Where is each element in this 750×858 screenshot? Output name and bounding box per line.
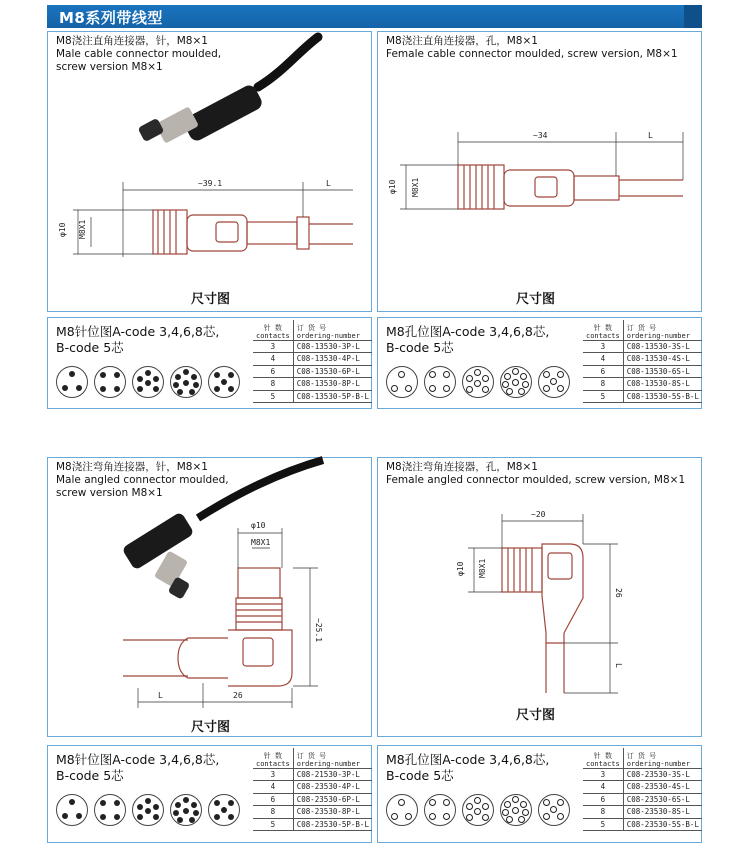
table-row: 4 C08-13530-4P-L <box>253 353 372 366</box>
pin-diagram-6 <box>132 794 164 826</box>
table-row: 3 C08-13530-3S-L <box>583 340 702 353</box>
table-row: 8 C08-13530-8P-L <box>253 378 372 391</box>
table-row: 8 C08-13530-8S-L <box>583 378 702 391</box>
table-row: 5 C08-13530-5S-B-L <box>583 390 702 403</box>
ordering-table <box>253 320 372 403</box>
caption-line: Male angled connector moulded, <box>56 474 229 486</box>
pin-diagrams <box>384 794 574 830</box>
dimension-title: 尺寸图 <box>516 292 556 307</box>
table-row: 3 C08-23530-3S-L <box>583 768 702 781</box>
dim-dia: φ10 <box>58 222 67 237</box>
section-title: M8系列带线型 <box>59 9 163 27</box>
female-straight-drawing <box>378 32 703 313</box>
table-row: 8 C08-23530-8P-L <box>253 806 372 819</box>
pinout-female-angled <box>377 745 702 843</box>
pin-diagram-5 <box>208 794 240 826</box>
pin-diagram-3 <box>56 366 88 398</box>
panel-male-angled <box>47 457 372 737</box>
table-row: 5 C08-13530-5P-B-L <box>253 390 372 403</box>
header-tab <box>684 5 702 28</box>
dim-thread: M8X1 <box>251 538 271 547</box>
pin-diagrams <box>54 794 244 830</box>
dim-height: ~25.1 <box>314 618 323 643</box>
col-contacts: 针 数 contacts <box>253 320 293 340</box>
dim-thread: M8X1 <box>478 558 487 578</box>
pin-diagram-4 <box>94 794 126 826</box>
table-row: 6 C08-23530-6S-L <box>583 793 702 806</box>
socket-diagram-5 <box>538 794 570 826</box>
pinout-title <box>386 752 549 784</box>
table-row: 6 C08-23530-6P-L <box>253 793 372 806</box>
panel-male-straight <box>47 31 372 312</box>
dimension-title: 尺寸图 <box>516 708 556 723</box>
dim-width: ~20 <box>531 510 546 519</box>
panel-female-straight <box>377 31 702 312</box>
dim-height: 26 <box>614 588 623 598</box>
caption-line: M8浇注直角连接器，针，M8×1 <box>56 35 208 47</box>
pinout-male-straight <box>47 317 372 409</box>
socket-diagram-3 <box>386 794 418 826</box>
ordering-table <box>253 748 372 831</box>
col-ordering: 订 货 号 ordering-number <box>293 320 372 340</box>
pinout-title-line: M8孔位图A-code 3,4,6,8芯, <box>386 324 550 339</box>
pinout-title-line: B-code 5芯 <box>386 340 454 355</box>
pin-diagram-3 <box>56 794 88 826</box>
dim-width: 26 <box>233 691 243 700</box>
pinout-title <box>386 324 549 356</box>
pinout-male-angled <box>47 745 372 843</box>
caption-line: M8浇注直角连接器，孔，M8×1 <box>386 35 538 47</box>
caption-line: M8浇注弯角连接器，孔，M8×1 <box>386 461 538 473</box>
caption-line: screw version M8×1 <box>56 487 163 499</box>
table-row: 4 C08-23530-4P-L <box>253 781 372 794</box>
caption-line: M8浇注弯角连接器，针，M8×1 <box>56 461 208 473</box>
col-contacts: 针 数 contacts <box>253 748 293 768</box>
dim-dia: φ10 <box>456 561 465 576</box>
table-row: 4 C08-23530-4S-L <box>583 781 702 794</box>
pinout-title <box>56 324 219 356</box>
ordering-table <box>583 320 702 403</box>
male-angled-drawing <box>48 458 373 738</box>
socket-diagram-4 <box>424 366 456 398</box>
table-row: 6 C08-13530-6P-L <box>253 365 372 378</box>
pin-diagram-6 <box>132 366 164 398</box>
col-ordering: 订 货 号 ordering-number <box>623 320 702 340</box>
caption-line: Female cable connector moulded, screw version, M8×1 <box>386 48 678 60</box>
table-row: 4 C08-13530-4S-L <box>583 353 702 366</box>
pinout-title-line: M8孔位图A-code 3,4,6,8芯, <box>386 752 550 767</box>
caption-line: screw version M8×1 <box>56 61 163 73</box>
socket-diagram-3 <box>386 366 418 398</box>
pinout-title <box>56 752 219 784</box>
socket-diagram-8 <box>500 794 532 826</box>
ordering-table <box>583 748 702 831</box>
pin-diagram-4 <box>94 366 126 398</box>
dim-dia: φ10 <box>251 521 266 530</box>
pin-diagrams <box>384 366 574 402</box>
pin-diagram-8 <box>170 366 202 398</box>
socket-diagram-4 <box>424 794 456 826</box>
table-row: 8 C08-23530-8S-L <box>583 806 702 819</box>
pinout-title-line: B-code 5芯 <box>386 768 454 783</box>
pin-diagrams <box>54 366 244 402</box>
dim-l: L <box>326 179 331 188</box>
pinout-title-line: B-code 5芯 <box>56 340 124 355</box>
dim-l: L <box>158 691 163 700</box>
dim-length: ~34 <box>533 131 548 140</box>
male-straight-photo <box>48 32 373 313</box>
dim-dia: φ10 <box>388 179 397 194</box>
pinout-title-line: B-code 5芯 <box>56 768 124 783</box>
dim-l: L <box>614 663 623 668</box>
col-contacts: 针 数 contacts <box>583 748 623 768</box>
pin-diagram-5 <box>208 366 240 398</box>
table-row: 3 C08-13530-3P-L <box>253 340 372 353</box>
female-angled-drawing <box>378 458 703 738</box>
pinout-title-line: M8针位图A-code 3,4,6,8芯, <box>56 324 220 339</box>
socket-diagram-5 <box>538 366 570 398</box>
col-ordering: 订 货 号 ordering-number <box>293 748 372 768</box>
pinout-title-line: M8针位图A-code 3,4,6,8芯, <box>56 752 220 767</box>
col-contacts: 针 数 contacts <box>583 320 623 340</box>
caption-line: Female angled connector moulded, screw version, M8×1 <box>386 474 686 486</box>
panel-female-angled <box>377 457 702 737</box>
dim-thread: M8X1 <box>78 219 87 239</box>
dim-l: L <box>648 131 653 140</box>
socket-diagram-8 <box>500 366 532 398</box>
caption-line: Male cable connector moulded, <box>56 48 222 60</box>
table-row: 5 C08-23530-5P-B-L <box>253 818 372 831</box>
socket-diagram-6 <box>462 366 494 398</box>
socket-diagram-6 <box>462 794 494 826</box>
dimension-title: 尺寸图 <box>191 720 231 735</box>
dim-length: ~39.1 <box>198 179 223 188</box>
table-row: 3 C08-21530-3P-L <box>253 768 372 781</box>
section-header <box>47 5 702 28</box>
table-row: 6 C08-13530-6S-L <box>583 365 702 378</box>
pin-diagram-8 <box>170 794 202 826</box>
dimension-title: 尺寸图 <box>191 292 231 307</box>
table-row: 5 C08-23530-5S-B-L <box>583 818 702 831</box>
pinout-female-straight <box>377 317 702 409</box>
col-ordering: 订 货 号 ordering-number <box>623 748 702 768</box>
dim-thread: M8X1 <box>411 177 420 197</box>
